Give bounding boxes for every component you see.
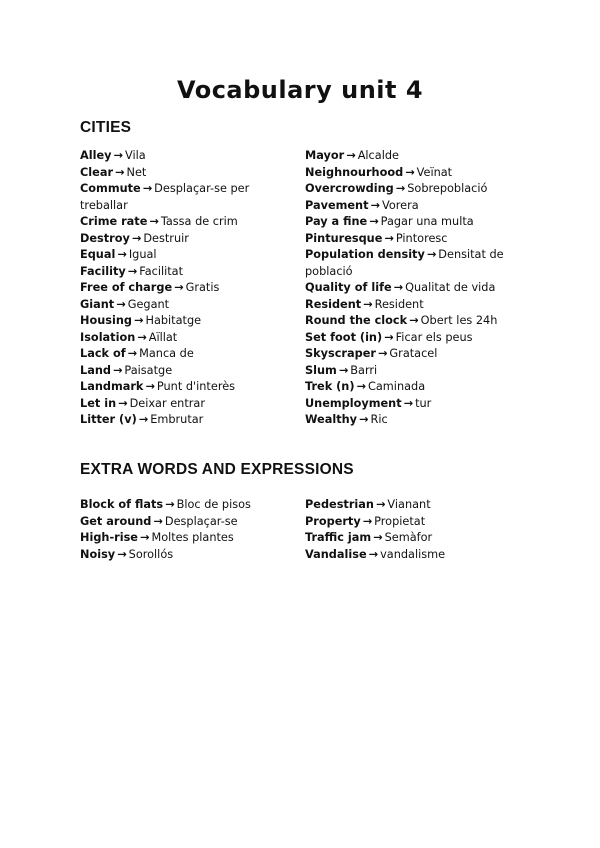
vocab-entry — [305, 379, 505, 396]
arrow-right-icon: → — [377, 347, 388, 360]
arrow-right-icon: → — [127, 347, 138, 360]
vocab-translation: Aïllat — [148, 330, 178, 344]
extra-left-column — [80, 497, 280, 563]
vocab-term: Skyscraper — [305, 347, 376, 360]
vocab-entry — [80, 165, 280, 182]
vocab-entry — [80, 379, 280, 396]
arrow-right-icon: → — [137, 330, 147, 344]
vocab-term: Destroy — [80, 231, 130, 245]
vocab-entry — [80, 547, 280, 564]
arrow-right-icon: → — [370, 198, 380, 212]
vocab-entry — [80, 514, 280, 531]
vocab-translation: Deixar entrar — [129, 396, 205, 410]
vocab-translation: Vila — [124, 149, 146, 162]
arrow-right-icon: → — [113, 149, 123, 162]
vocab-term: Population density — [305, 248, 425, 261]
vocab-term: Facility — [80, 264, 126, 278]
vocab-translation: Gegant — [127, 297, 170, 311]
arrow-right-icon: → — [116, 297, 126, 311]
vocab-translation: Propietat — [374, 514, 426, 528]
arrow-right-icon: → — [117, 547, 127, 561]
arrow-right-icon: → — [363, 297, 373, 311]
arrow-right-icon: → — [362, 514, 373, 528]
section-heading-extra-words: EXTRA WORDS AND EXPRESSIONS — [80, 461, 354, 478]
vocab-entry — [305, 148, 505, 165]
vocab-term: Pay a fine — [305, 215, 368, 228]
arrow-right-icon: → — [338, 363, 349, 377]
vocab-term: Set foot (in) — [305, 330, 383, 344]
vocab-term: Land — [80, 363, 111, 377]
vocab-translation: Bloc de pisos — [176, 498, 251, 511]
arrow-right-icon: → — [139, 531, 150, 544]
vocab-term: Noisy — [80, 547, 116, 561]
vocab-entry — [80, 264, 280, 281]
vocab-term: Trek (n) — [305, 380, 355, 393]
vocab-entry — [80, 247, 280, 264]
cities-left-column — [80, 148, 280, 429]
arrow-right-icon: → — [142, 182, 153, 195]
vocab-translation: Facilitat — [139, 264, 184, 278]
vocab-entry — [305, 313, 505, 330]
arrow-right-icon: → — [127, 264, 138, 278]
vocab-entry — [80, 297, 280, 314]
vocab-entry — [305, 214, 505, 231]
vocab-translation: Destruir — [143, 231, 189, 245]
arrow-right-icon: → — [426, 248, 437, 261]
cities-right-column — [305, 148, 505, 429]
vocab-entry — [305, 181, 505, 198]
arrow-right-icon: → — [359, 413, 369, 426]
vocab-entry — [80, 497, 280, 514]
arrow-right-icon: → — [369, 215, 379, 228]
arrow-right-icon: → — [368, 547, 379, 561]
vocab-translation: Pagar una multa — [380, 215, 474, 228]
vocab-term: Neighnourhood — [305, 165, 404, 179]
arrow-right-icon: → — [356, 380, 366, 393]
vocab-entry — [305, 231, 505, 248]
vocab-entry — [80, 412, 280, 429]
vocab-translation: Desplaçar-se — [164, 514, 238, 528]
vocab-term: Alley — [80, 149, 112, 162]
vocab-entry — [305, 165, 505, 182]
vocab-entry — [80, 280, 280, 297]
vocab-translation: vandalisme — [380, 547, 446, 561]
vocab-entry — [305, 396, 505, 413]
vocab-term: Pedestrian — [305, 498, 374, 511]
vocab-translation: Moltes plantes — [151, 531, 234, 544]
vocab-translation: Ficar els peus — [395, 330, 473, 344]
vocab-translation: Alcalde — [357, 149, 399, 162]
vocab-translation: Sorollós — [128, 547, 174, 561]
vocab-term: Traffic jam — [305, 531, 372, 544]
vocab-term: Property — [305, 514, 361, 528]
vocab-entry — [305, 530, 505, 547]
vocab-translation: Semàfor — [384, 531, 433, 544]
vocab-translation: Net — [126, 165, 147, 179]
vocab-term: Overcrowding — [305, 182, 394, 195]
vocab-entry — [305, 547, 505, 564]
vocab-entry — [80, 214, 280, 231]
vocab-entry — [305, 330, 505, 347]
arrow-right-icon: → — [174, 281, 184, 294]
extra-right-column — [305, 497, 505, 563]
vocab-translation: Punt d'interès — [156, 380, 236, 393]
arrow-right-icon: → — [118, 396, 128, 410]
vocab-translation: Vianant — [387, 498, 431, 511]
vocab-translation: Desplaçar-se per treballar — [80, 182, 250, 212]
vocab-term: High-rise — [80, 531, 138, 544]
vocab-entry — [80, 313, 280, 330]
arrow-right-icon: → — [112, 363, 123, 377]
vocab-term: Landmark — [80, 380, 144, 393]
vocab-entry — [80, 530, 280, 547]
arrow-right-icon: → — [165, 498, 175, 511]
arrow-right-icon: → — [115, 165, 125, 179]
vocab-entry — [305, 346, 505, 363]
vocab-entry — [80, 148, 280, 165]
page-title: Vocabulary unit 4 — [176, 76, 424, 104]
arrow-right-icon: → — [138, 413, 149, 426]
vocab-term: Litter (v) — [80, 413, 137, 426]
arrow-right-icon: → — [153, 514, 163, 528]
arrow-right-icon: → — [133, 314, 144, 327]
arrow-right-icon: → — [117, 248, 127, 261]
vocab-term: Let in — [80, 396, 117, 410]
vocab-term: Clear — [80, 165, 114, 179]
arrow-right-icon: → — [346, 149, 356, 162]
vocab-entry — [305, 198, 505, 215]
arrow-right-icon: → — [409, 314, 419, 327]
vocab-term: Quality of life — [305, 281, 392, 294]
vocab-term: Mayor — [305, 149, 345, 162]
vocab-term: Giant — [80, 297, 115, 311]
vocab-translation: Gratis — [185, 281, 220, 294]
arrow-right-icon: → — [375, 498, 386, 511]
vocab-term: Round the clock — [305, 314, 408, 327]
vocab-translation: Sobrepoblació — [407, 182, 488, 195]
vocab-term: Unemployment — [305, 396, 402, 410]
vocab-entry — [305, 247, 505, 280]
section-heading-cities: CITIES — [80, 119, 132, 136]
vocab-translation: Barri — [350, 363, 378, 377]
vocab-entry — [80, 363, 280, 380]
vocab-term: Isolation — [80, 330, 136, 344]
vocab-term: Slum — [305, 363, 337, 377]
vocab-entry — [80, 231, 280, 248]
vocab-translation: Embrutar — [150, 413, 204, 426]
vocab-translation: Manca de — [139, 347, 194, 360]
vocab-term: Resident — [305, 297, 362, 311]
vocab-entry — [80, 181, 280, 214]
vocab-translation: Tassa de crim — [160, 215, 238, 228]
arrow-right-icon: → — [384, 231, 394, 245]
vocab-entry — [305, 363, 505, 380]
vocab-term: Commute — [80, 182, 141, 195]
vocab-term: Wealthy — [305, 413, 358, 426]
vocab-translation: Gratacel — [389, 347, 438, 360]
vocab-translation: Pintoresc — [395, 231, 448, 245]
vocab-translation: Paisatge — [124, 363, 173, 377]
arrow-right-icon: → — [149, 215, 159, 228]
vocab-translation: Igual — [128, 248, 157, 261]
vocab-translation: Qualitat de vida — [405, 281, 496, 294]
vocab-entry — [305, 412, 505, 429]
arrow-right-icon: → — [384, 330, 394, 344]
arrow-right-icon: → — [403, 396, 414, 410]
vocab-term: Vandalise — [305, 547, 367, 561]
arrow-right-icon: → — [393, 281, 404, 294]
vocab-entry — [80, 396, 280, 413]
arrow-right-icon: → — [395, 182, 406, 195]
vocab-term: Equal — [80, 248, 116, 261]
vocab-term: Get around — [80, 514, 152, 528]
vocab-entry — [80, 346, 280, 363]
vocab-translation: Habitatge — [145, 314, 202, 327]
arrow-right-icon: → — [405, 165, 415, 179]
vocab-term: Block of flats — [80, 498, 164, 511]
vocab-entry — [305, 497, 505, 514]
vocab-translation: Resident — [374, 297, 424, 311]
vocab-term: Crime rate — [80, 215, 148, 228]
vocab-translation: Densitat de població — [305, 248, 504, 278]
vocab-translation: Vorera — [381, 198, 419, 212]
vocab-entry — [80, 330, 280, 347]
vocab-term: Pavement — [305, 198, 369, 212]
vocab-translation: Veïnat — [416, 165, 453, 179]
vocab-translation: Caminada — [367, 380, 426, 393]
vocab-term: Free of charge — [80, 281, 173, 294]
vocab-term: Housing — [80, 314, 132, 327]
vocab-term: Pinturesque — [305, 231, 383, 245]
arrow-right-icon: → — [373, 531, 383, 544]
vocab-term: Lack of — [80, 347, 126, 360]
arrow-right-icon: → — [131, 231, 142, 245]
vocab-translation: Obert les 24h — [420, 314, 498, 327]
vocab-translation: Ric — [370, 413, 388, 426]
vocab-entry — [305, 280, 505, 297]
arrow-right-icon: → — [145, 380, 155, 393]
vocab-entry — [305, 297, 505, 314]
vocab-translation: tur — [415, 396, 432, 410]
vocab-entry — [305, 514, 505, 531]
